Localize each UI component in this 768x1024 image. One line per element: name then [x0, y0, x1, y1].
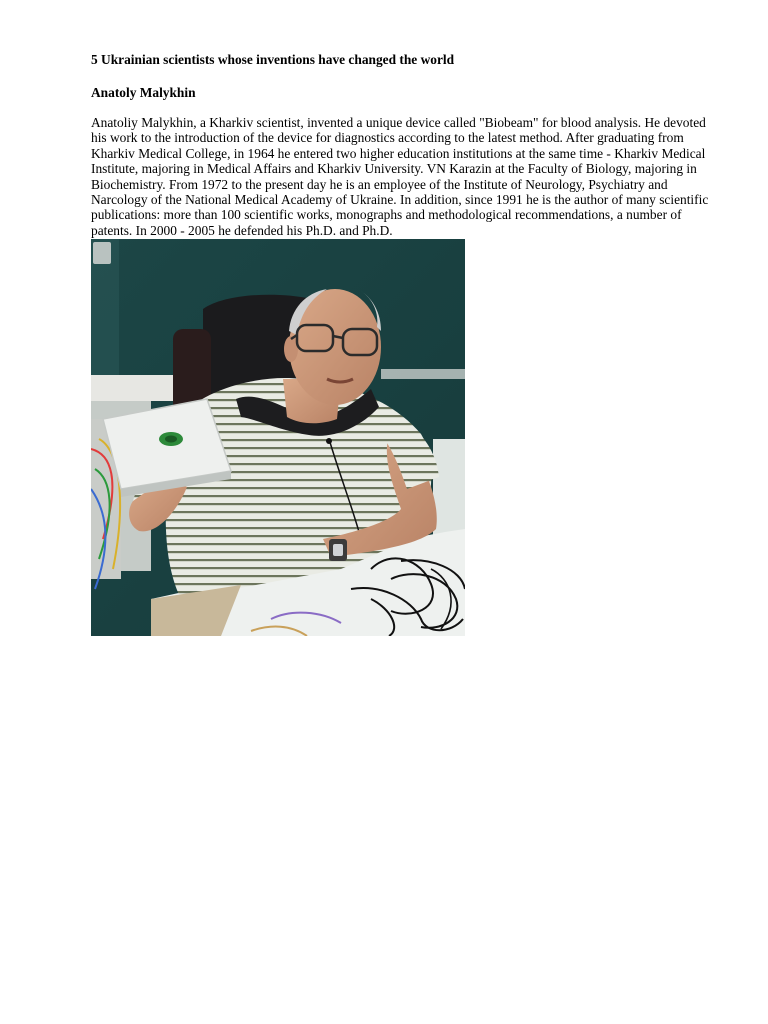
scientist-photo-illustration	[91, 239, 465, 636]
biography-paragraph: Anatoliy Malykhin, a Kharkiv scientist, invented a unique device called "Biobeam" for blood analysis. He devoted his work to the introduction of the device for diagnostics according to the latest method. After graduating from Kharkiv Medical College, in 1964 he entered two higher education institutions at the same time - Kharkiv Medical Institute, majoring in Medical Affairs and Kharkiv University. VN Karazin at the Faculty of Biology, majoring in Biochemistry. From 1972 to the present day he is an employee of the Institute of Neurology, Psychiatry and Narcology of the National Medical Academy of Ukraine. In addition, since 1991 he is the author of many scientific publications: more than 100 scientific works, monographs and methodological recommendations, a number of patents. In 2000 - 2005 he defended his Ph.D. and Ph.D.	[91, 115, 709, 238]
document-title: 5 Ukrainian scientists whose inventions have changed the world	[91, 52, 455, 67]
section-heading: Anatoly Malykhin	[91, 85, 196, 100]
scientist-photo	[91, 239, 465, 636]
light-switch	[93, 242, 111, 264]
